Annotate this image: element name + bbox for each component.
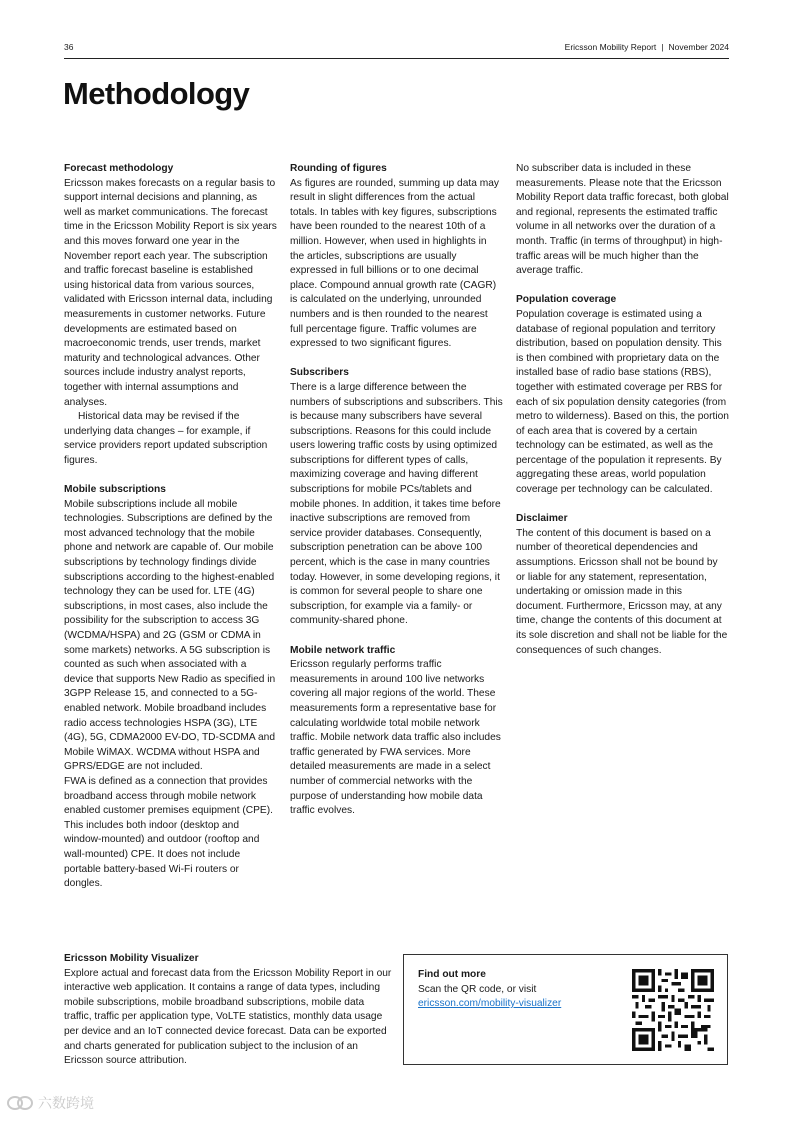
column-1	[64, 162, 277, 906]
qr-code-icon[interactable]	[632, 969, 714, 1051]
section-population-coverage	[516, 293, 729, 497]
paragraph: Ericsson regularly performs traffic measurements in around 100 live networks covering all major regions of the world. These measurements form a representative base for calculating worldwide total mobile network traffic. Mobile network data traffic also includes traffic generated by FWA services. More detailed measurements are made in a select number of commercial networks with the purpose of understanding how mobile data traffic evolves.	[290, 659, 501, 817]
column-2	[290, 162, 503, 833]
column-3	[516, 162, 729, 673]
page-title: Methodology	[63, 76, 250, 111]
section-forecast-methodology	[64, 162, 277, 468]
header-rule	[64, 58, 729, 59]
section-heading: Mobile subscriptions	[64, 484, 166, 496]
running-header	[565, 42, 729, 52]
section-disclaimer	[516, 512, 729, 658]
find-out-more-box	[403, 954, 728, 1065]
find-out-more-text	[418, 968, 561, 1012]
paragraph: Explore actual and forecast data from the Ericsson Mobility Report in our interactive web application. It contains a range of data types, including mobile subscriptions, mobile broadband subscriptions, mobile data traffic, traffic per application type, VoLTE statistics, monthly data usage per device and an IoT connected device forecast. Data can be exported and charts generated for publication subject to the inclusion of an Ericsson source attribution.	[64, 967, 392, 1067]
section-heading: Forecast methodology	[64, 163, 174, 174]
section-heading: Subscribers	[290, 367, 349, 379]
paragraph: Ericsson makes forecasts on a regular basis to support internal decisions and planning, as well as market communications. The forecast time in the Ericsson Mobility Report is six years and this moves forward one year in the November report each year. The subscription and traffic forecast baseline is established using historical data from various sources, validated with Ericsson internal data, including measurements in customer networks. Future developments are estimated based on macroeconomic trends, user trends, market maturity and technological advances. Other sources include industry analyst reports, together with internal assumptions and analyses.	[64, 177, 277, 408]
mobility-visualizer-section	[64, 952, 392, 1069]
find-out-more-instruction: Scan the QR code, or visit	[418, 983, 537, 995]
section-mobile-subscriptions	[64, 483, 277, 892]
paragraph: As figures are rounded, summing up data may result in slight differences from the actual totals. In tables with key figures, subscriptions have been rounded to the nearest 10th of a million. However, when used in highlights in the articles, subscriptions are usually expressed in full billions or to one decimal place. Compound annual growth rate (CAGR) is calculated on the underlying, unrounded numbers and is then rounded to the nearest full percentage figure. Traffic volumes are expressed to two significant figures.	[290, 177, 499, 350]
section-heading: Disclaimer	[516, 513, 568, 525]
paragraph: Mobile subscriptions include all mobile technologies. Subscriptions are defined by the most advanced technology that the mobile phone and network are capable of. Our mobile subscriptions by technology findings divide subscriptions according to the highest-enabled technology they can be used for. LTE (4G) subscriptions, in most cases, also include the possibility for the subscription to access 3G (WCDMA/HSPA) and 2G (GSM or CDMA in some markets) networks. A 5G subscription is counted as such when associated with a device that supports New Radio as specified in 3GPP Release 15, and connected to a 5G-enabled network. Mobile broadband includes radio access technologies HSPA (3G), LTE (4G), 5G, CDMA2000 EV-DO, TD-SCDMA and Mobile WiMAX. WCDMA without HSPA and GPRS/EDGE are not included.	[64, 498, 276, 773]
section-heading: Rounding of figures	[290, 163, 387, 174]
watermark-logo-icon	[6, 1095, 34, 1111]
section-heading: Mobile network traffic	[290, 644, 396, 656]
section-rounding-of-figures	[290, 162, 503, 352]
publication-date: November 2024	[668, 42, 729, 52]
section-traffic-continued	[516, 162, 729, 279]
mobility-visualizer-link[interactable]: ericsson.com/mobility-visualizer	[418, 998, 562, 1010]
section-mobile-network-traffic	[290, 644, 503, 819]
section-subscribers	[290, 366, 503, 629]
paragraph: There is a large difference between the numbers of subscriptions and subscribers. This is because many subscribers have several subscriptions. Reasons for this could include users lowering traffic costs by using optimized subscriptions for different types of calls, maximizing coverage and having different subscriptions for mobile PCs/tablets and mobile phones. In addition, it takes time before inactive subscriptions are removed from service provider databases. Consequently, subscription penetration can be above 100 percent, which is the case in many countries today. However, in some developing regions, it is common for several people to share one subscription, for example via a family- or community-shared phone.	[290, 381, 503, 627]
publication-name: Ericsson Mobility Report	[564, 42, 657, 52]
paragraph: No subscriber data is included in these measurements. Please note that the Ericsson Mobility Report data traffic forecast, both global and regional, represents the estimated traffic volume in all networks over the duration of a month. Traffic (in terms of throughput) in high-traffic areas will be much higher than the average traffic.	[516, 163, 729, 277]
page-number: 36	[64, 42, 74, 52]
paragraph: FWA is defined as a connection that provides broadband access through mobile network enabled customer premises equipment (CPE). This includes both indoor (desktop and window-mounted) and outdoor (rooftop and wall-mounted) CPE. It does not include portable battery-based Wi-Fi routers or dongles.	[64, 775, 273, 890]
section-heading: Ericsson Mobility Visualizer	[64, 953, 199, 964]
section-heading: Population coverage	[516, 294, 617, 306]
find-out-more-heading: Find out more	[418, 969, 486, 980]
header-separator: |	[661, 42, 664, 52]
watermark	[6, 1093, 94, 1113]
paragraph: Historical data may be revised if the underlying data changes – for example, if service providers report updated subscription figures.	[64, 411, 268, 466]
watermark-text: 六数跨境	[38, 1095, 94, 1111]
paragraph: The content of this document is based on a number of theoretical dependencies and assumptions. Ericsson shall not be bound by or liable for any statement, representation, undertaking or omission made in this document. Furthermore, Ericsson may, at any time, change the contents of this document at its sole discretion and shall not be liable for the consequences of such changes.	[516, 527, 728, 656]
paragraph: Population coverage is estimated using a database of regional population and territory distribution, based on population density. This is then combined with proprietary data on the installed base of radio base stations (RBS), together with estimated coverage per RBS for each of six population density categories (from metro to wilderness). Based on this, the portion of each area that is covered by a certain technology can be estimated, as well as the percentage of the population it represents. By aggregating these areas, world population coverage per technology can be calculated.	[516, 308, 729, 496]
